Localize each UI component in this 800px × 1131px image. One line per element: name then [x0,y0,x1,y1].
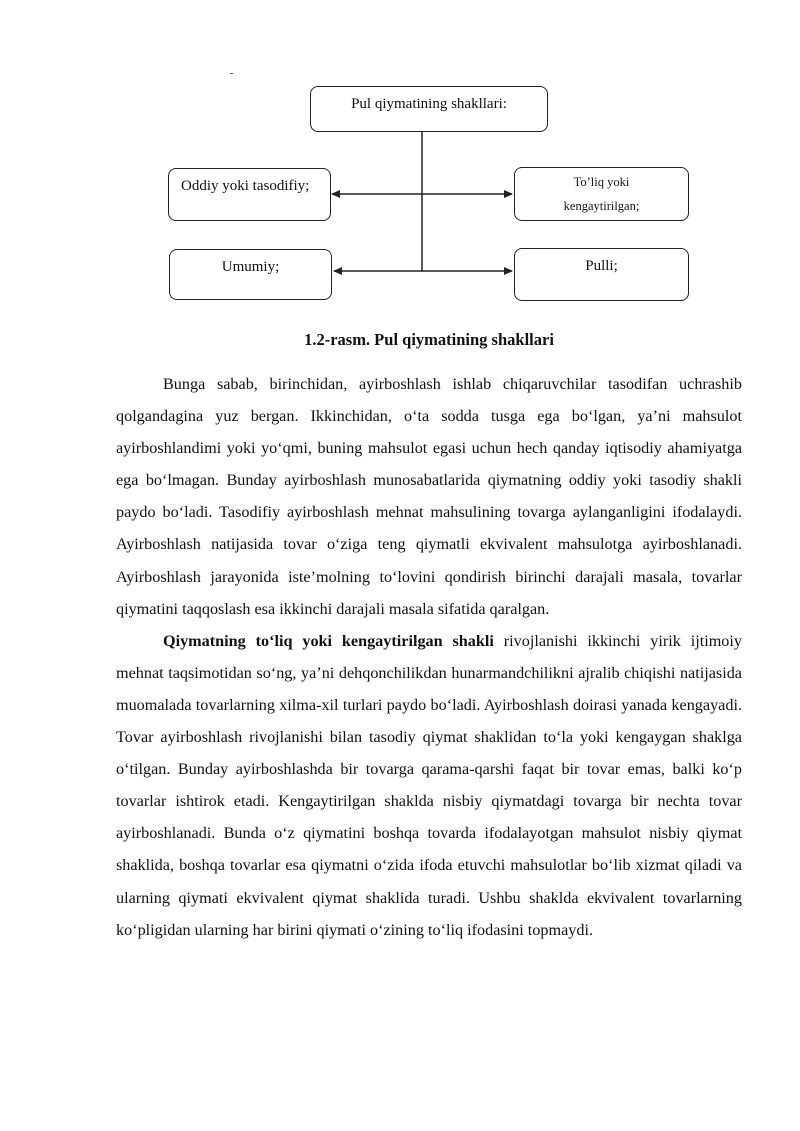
stray-mark: - [230,68,234,79]
paragraph-1: Bunga sabab, birinchidan, ayirboshlash ishlab chiqaruvchilar tasodifan uchrashib qolgandagina yuz bergan. Ikkinchidan, o‘ta sodda tusga ega bo‘lgan, ya’ni mahsulot ayirboshlandimi yoki yo‘qmi, buning mahsulot egasi uchun hech qanday iqtisodiy ahamiyatga ega bo‘lmagan. Bunday ayirboshlash munosabatlarida qiymatning oddiy yoki tasodiy shakli paydo bo‘ladi. Tasodifiy ayirboshlash mehnat mahsulining tovarga aylanganligini ifodalaydi. Ayirboshlash natijasida tovar o‘ziga teng qiymatli ekvivalent mahsulotga ayirboshlanadi. Ayirboshlash jarayonida iste’molning to‘lovini qondirish birinchi darajali masala, tovarlar qiymatini taqqoslash esa ikkinchi darajali masala sifatida qaralgan. [116,375,742,618]
diagram-box-left1-label: Oddiy yoki tasodifiy; [181,178,310,194]
diagram-box-top-label: Pul qiymatining shakllari: [351,96,507,112]
diagram-box-right2-label: Pulli; [585,258,618,274]
diagram-box-left1 [168,168,331,221]
diagram-box-left2-label: Umumiy; [221,259,280,275]
diagram-box-top [310,86,548,132]
diagram-box-left2 [169,249,332,300]
body-text [116,368,742,946]
paragraph-2-text: rivojlanishi ikkinchi yirik ijtimoiy mehnat taqsimotidan so‘ng, ya’ni dehqonchilikdan hunarmandchilikni ajralib chiqishi natijasida muomalada tovarlarning xilma-xil turlari paydo bo‘ladi. Ayirboshlash doirasi yanada kengayadi. Tovar ayirboshlash rivojlanishi bilan tasodiy qiymat shaklidan to‘la yoki kengaygan shaklga o‘tilgan. Bunday ayirboshlashda bir tovarga qarama-qarshi faqat bir tovar emas, balki ko‘p tovarlar ishtirok etadi. Kengaytirilgan shaklda nisbiy qiymatdagi tovarga bir nechta tovar ayirboshlanadi. Bunda o‘z qiymatini boshqa tovarda ifodalayotgan mahsulot nisbiy qiymat shaklida, boshqa tovarlar esa qiymatni o‘zida ifoda etuvchi mahsulotlar bo‘lib xizmat qiladi va ularning qiymati ekvivalent qiymat shaklida turadi. Ushbu shaklda ekvivalent tovarlarning ko‘pligidan ularning har birini qiymati o‘zining to‘liq ifodasini topmaydi. [116,631,742,939]
figure-caption: 1.2-rasm. Pul qiymatining shakllari [304,330,554,349]
diagram-box-right1-line1: To’liq yoki [573,175,630,189]
paragraph-2-bold-term: Qiymatning to‘liq yoki kengaytirilgan shakli [163,631,494,650]
diagram-box-right1-line2: kengaytirilgan; [563,199,640,213]
paragraph-2 [116,625,742,946]
diagram-box-right2 [514,248,689,301]
diagram-box-right1 [514,167,689,221]
